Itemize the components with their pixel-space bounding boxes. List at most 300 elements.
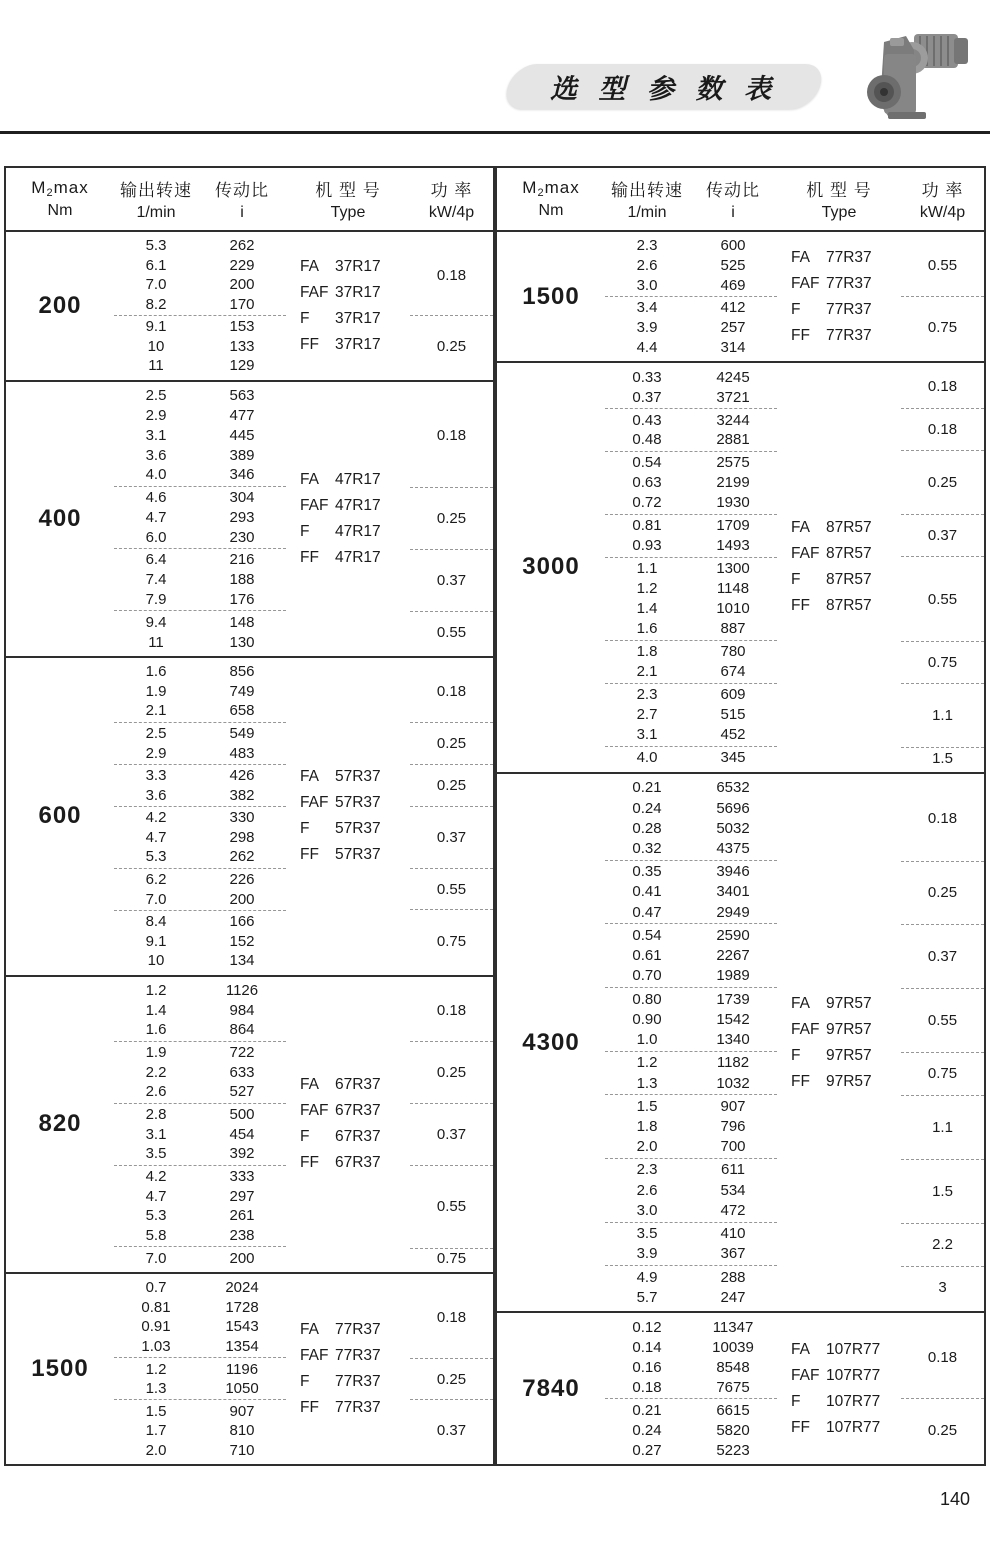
speed-ratio-row xyxy=(114,356,286,376)
type-model: 87R57 xyxy=(826,519,872,537)
ratio-value: 389 xyxy=(229,446,255,464)
ratio-value: 1543 xyxy=(225,1318,259,1336)
ratio-value: 257 xyxy=(720,319,746,337)
header-col3-unit: i xyxy=(240,204,244,221)
header-col3-label: 传动比 xyxy=(215,181,269,200)
speed-ratio-row xyxy=(605,1440,777,1460)
ratio-value: 500 xyxy=(229,1106,255,1123)
speed-ratio-row xyxy=(605,1029,777,1049)
speed-ratio-group xyxy=(605,860,777,924)
m2max-value: 1500 xyxy=(31,1355,89,1383)
speed-ratio-row xyxy=(114,1043,286,1063)
speed-value: 0.61 xyxy=(632,947,662,965)
type-prefix: FAF xyxy=(300,1102,329,1120)
header-col1-unit: Nm xyxy=(538,202,564,219)
header-col4 xyxy=(286,168,410,230)
ratio-value: 176 xyxy=(229,591,255,609)
ratio-value: 609 xyxy=(720,686,746,704)
speed-ratio-row xyxy=(605,1224,777,1244)
speed-ratio-row xyxy=(605,619,777,639)
speed-value: 0.43 xyxy=(632,411,662,429)
speed-value: 2.1 xyxy=(636,663,658,681)
type-cell xyxy=(286,382,410,656)
type-stack xyxy=(791,991,872,1095)
ratio-value: 796 xyxy=(720,1118,746,1135)
ratio-value: 298 xyxy=(229,828,255,846)
ratio-value: 984 xyxy=(229,1001,255,1019)
speed-ratio-row xyxy=(605,536,777,556)
ratio-value: 297 xyxy=(229,1187,255,1205)
speed-value: 7.0 xyxy=(145,890,167,908)
speed-value: 0.14 xyxy=(632,1338,662,1356)
ratio-value: 314 xyxy=(720,338,746,356)
speed-value: 6.2 xyxy=(145,871,167,889)
speed-ratio-row xyxy=(605,902,777,922)
type-model: 37R17 xyxy=(335,257,381,275)
speed-value: 9.1 xyxy=(145,318,167,336)
speed-value: 0.80 xyxy=(632,990,662,1008)
header-col5-label: 功 率 xyxy=(430,181,473,200)
ratio-value: 229 xyxy=(229,256,255,274)
speed-value: 4.7 xyxy=(145,828,167,846)
speed-value: 4.0 xyxy=(636,749,658,767)
ratio-value: 1010 xyxy=(716,600,750,618)
speed-ratio-row xyxy=(605,925,777,945)
speed-ratio-row xyxy=(605,725,777,745)
ratio-value: 346 xyxy=(229,466,255,484)
power-value: 0.75 xyxy=(901,296,984,358)
power-value: 1.5 xyxy=(901,747,984,769)
type-label xyxy=(300,1343,381,1369)
header-col4-unit: Type xyxy=(330,204,366,221)
header-col1-unit: Nm xyxy=(47,202,73,219)
type-label xyxy=(791,1415,880,1441)
speed-value: 0.90 xyxy=(632,1010,662,1028)
type-prefix: FAF xyxy=(791,545,820,563)
speed-ratio-row xyxy=(605,748,777,768)
speed-value: 0.28 xyxy=(632,819,662,837)
speed-ratio-group xyxy=(114,385,286,486)
speed-ratio-group xyxy=(605,1094,777,1158)
ratio-value: 148 xyxy=(229,613,255,631)
header-col1-label xyxy=(31,178,88,199)
title-banner xyxy=(501,64,828,109)
speed-ratio-group xyxy=(114,1165,286,1247)
type-cell xyxy=(777,774,901,1312)
power-value: 0.18 xyxy=(436,1308,467,1326)
speed-value: 3.6 xyxy=(145,446,167,464)
type-label xyxy=(300,1150,381,1176)
speed-ratio-group xyxy=(114,548,286,610)
type-prefix: FF xyxy=(300,335,319,353)
type-label xyxy=(300,280,381,306)
speed-ratio-row xyxy=(605,778,777,798)
speed-ratio-row xyxy=(114,1401,286,1421)
type-prefix: FAF xyxy=(300,496,329,514)
speed-value: 0.24 xyxy=(632,1421,662,1439)
type-model: 47R17 xyxy=(335,522,381,540)
type-label xyxy=(791,323,872,349)
ratio-value: 382 xyxy=(229,786,255,804)
speed-ratio-row xyxy=(114,1000,286,1020)
speed-value: 10 xyxy=(147,952,165,970)
speed-ratio-row xyxy=(114,508,286,528)
ratio-value: 6532 xyxy=(716,779,750,797)
speed-ratio-row xyxy=(114,1359,286,1379)
speed-ratio-group xyxy=(114,1357,286,1399)
ratio-value: 3401 xyxy=(716,883,750,901)
speed-ratio-row xyxy=(114,590,286,610)
ratio-value: 1354 xyxy=(225,1337,259,1355)
speed-ratio-row xyxy=(114,931,286,951)
speed-value: 0.41 xyxy=(632,883,662,901)
ratio-value: 5223 xyxy=(716,1441,750,1459)
speed-value: 2.6 xyxy=(636,257,658,274)
speed-value: 2.6 xyxy=(145,1083,167,1101)
ratio-value: 200 xyxy=(229,276,255,294)
speed-value: 1.2 xyxy=(636,1054,658,1072)
speed-ratio-row xyxy=(605,1267,777,1287)
speed-ratio-row xyxy=(114,1440,286,1460)
speed-ratio-row xyxy=(605,1137,777,1157)
speed-value: 0.24 xyxy=(632,799,662,817)
ratio-value: 483 xyxy=(229,744,255,762)
type-model: 37R17 xyxy=(335,309,381,327)
type-model: 77R37 xyxy=(335,1321,381,1339)
speed-ratio-row xyxy=(114,682,286,702)
speed-value: 0.70 xyxy=(632,967,662,985)
type-label xyxy=(791,1043,872,1069)
power-value: 0.18 xyxy=(436,427,467,445)
speed-ratio-row xyxy=(114,951,286,971)
type-label xyxy=(300,545,381,571)
type-label xyxy=(300,332,381,358)
speed-ratio-row xyxy=(114,701,286,721)
speed-value: 7.4 xyxy=(145,571,167,589)
speed-value: 4.7 xyxy=(145,508,167,526)
speed-ratio-group xyxy=(114,764,286,806)
type-prefix: FF xyxy=(300,1154,319,1172)
speed-ratio-group xyxy=(605,514,777,557)
ratio-value: 525 xyxy=(720,257,746,274)
speed-value: 1.5 xyxy=(636,1097,658,1115)
type-prefix: F xyxy=(300,1373,310,1391)
speed-ratio-row xyxy=(605,838,777,858)
type-label xyxy=(791,1337,880,1363)
ratio-value: 133 xyxy=(229,337,255,355)
speed-value: 11 xyxy=(148,357,164,375)
type-prefix: FA xyxy=(791,1340,810,1358)
type-prefix: FA xyxy=(300,1076,319,1094)
speed-value: 1.3 xyxy=(145,1380,167,1398)
speed-ratio-row xyxy=(605,1357,777,1377)
power-value: 0.75 xyxy=(410,909,493,971)
speed-ratio-group xyxy=(605,987,777,1051)
power-value: 0.18 xyxy=(436,683,467,701)
type-model: 107R77 xyxy=(826,1418,881,1436)
speed-ratio-row xyxy=(605,275,777,295)
ratio-value: 1340 xyxy=(716,1031,750,1049)
speed-value: 2.3 xyxy=(636,237,658,255)
speed-ratio-row xyxy=(605,1420,777,1440)
power-value: 0.18 xyxy=(927,378,958,396)
speed-ratio-row xyxy=(605,1053,777,1073)
power-value: 0.55 xyxy=(901,556,984,640)
type-prefix: FA xyxy=(791,248,810,266)
m2max-value: 4300 xyxy=(522,1028,580,1056)
ratio-value: 534 xyxy=(720,1181,746,1199)
type-prefix: FF xyxy=(791,1418,810,1436)
spec-block-200 xyxy=(6,232,493,380)
ratio-value: 1126 xyxy=(225,981,259,999)
power-value: 0.37 xyxy=(410,1399,493,1461)
type-model: 67R37 xyxy=(335,1076,381,1094)
spec-table-left xyxy=(4,166,495,1466)
speed-ratio-row xyxy=(114,612,286,632)
speed-value: 0.81 xyxy=(141,1298,171,1316)
ratio-value: 469 xyxy=(720,276,746,294)
power-value: 0.37 xyxy=(410,806,493,868)
speed-ratio-group xyxy=(114,1246,286,1269)
ratio-value: 153 xyxy=(229,318,255,336)
type-cell xyxy=(286,232,410,380)
speed-ratio-row xyxy=(114,550,286,570)
power-groups xyxy=(410,382,493,656)
speed-value: 0.21 xyxy=(632,779,662,797)
type-label xyxy=(791,1389,880,1415)
speed-value: 3.6 xyxy=(145,786,167,804)
speed-ratio-groups xyxy=(605,1313,777,1464)
ratio-value: 2024 xyxy=(225,1279,259,1297)
speed-value: 0.33 xyxy=(632,368,662,386)
speed-value: 0.72 xyxy=(632,494,662,512)
speed-value: 3.9 xyxy=(636,319,658,337)
type-model: 57R37 xyxy=(335,846,381,864)
type-stack xyxy=(791,515,872,619)
speed-ratio-row xyxy=(114,275,286,295)
type-model: 37R17 xyxy=(335,335,381,353)
ratio-value: 129 xyxy=(229,357,255,375)
power-value: 0.55 xyxy=(901,988,984,1052)
ratio-value: 722 xyxy=(229,1043,255,1061)
speed-ratio-row xyxy=(605,685,777,705)
speed-ratio-row xyxy=(114,912,286,932)
type-label xyxy=(791,991,872,1017)
spec-block-4300 xyxy=(497,772,984,1312)
ratio-value: 1493 xyxy=(716,537,750,555)
speed-ratio-row xyxy=(114,1278,286,1298)
type-label xyxy=(791,515,872,541)
power-value: 0.25 xyxy=(410,1358,493,1399)
tables-container xyxy=(4,166,986,1466)
type-label xyxy=(300,1124,381,1150)
speed-ratio-group xyxy=(605,777,777,860)
page-number: 140 xyxy=(939,1489,970,1509)
power-value: 0.25 xyxy=(410,722,493,764)
header-post: max xyxy=(544,178,580,197)
ratio-value: 658 xyxy=(229,702,255,720)
speed-ratio-row xyxy=(605,1337,777,1357)
type-prefix: F xyxy=(791,300,801,318)
speed-ratio-row xyxy=(114,1124,286,1144)
speed-ratio-row xyxy=(605,862,777,882)
type-model: 77R37 xyxy=(826,326,872,344)
speed-value: 0.27 xyxy=(632,1441,662,1459)
ratio-value: 288 xyxy=(720,1268,746,1286)
type-prefix: FF xyxy=(300,548,319,566)
type-model: 87R57 xyxy=(826,597,872,615)
ratio-value: 10039 xyxy=(712,1338,754,1356)
type-cell xyxy=(777,363,901,772)
m2max-value: 7840 xyxy=(522,1374,580,1402)
speed-ratio-groups xyxy=(114,232,286,380)
ratio-value: 345 xyxy=(720,749,746,767)
type-prefix: FAF xyxy=(300,794,329,812)
ratio-value: 262 xyxy=(229,237,255,255)
speed-ratio-group xyxy=(114,235,286,315)
type-prefix: FF xyxy=(791,1072,810,1090)
speed-value: 2.3 xyxy=(636,686,658,704)
speed-value: 1.2 xyxy=(636,580,658,598)
speed-value: 4.9 xyxy=(636,1268,658,1286)
type-prefix: FF xyxy=(791,597,810,615)
speed-value: 0.35 xyxy=(632,863,662,881)
speed-ratio-row xyxy=(114,828,286,848)
power-groups xyxy=(901,232,984,361)
power-value: 0.75 xyxy=(410,1248,493,1269)
header-col3 xyxy=(198,168,286,230)
type-label xyxy=(300,764,381,790)
header-col4-unit: Type xyxy=(821,204,857,221)
speed-ratio-row xyxy=(114,1379,286,1399)
speed-ratio-row xyxy=(114,1186,286,1206)
type-prefix: FA xyxy=(791,994,810,1012)
power-value: 0.25 xyxy=(410,315,493,376)
power-value: 1.1 xyxy=(901,1095,984,1159)
ratio-value: 230 xyxy=(229,528,255,546)
speed-ratio-row xyxy=(114,1082,286,1102)
speed-value: 0.32 xyxy=(632,840,662,858)
ratio-value: 907 xyxy=(229,1402,255,1420)
speed-value: 2.5 xyxy=(145,725,167,743)
power-value: 0.75 xyxy=(901,1052,984,1095)
speed-ratio-group xyxy=(114,661,286,722)
ratio-value: 2267 xyxy=(716,947,750,965)
m2max-value: 3000 xyxy=(522,553,580,581)
header-col3-unit: i xyxy=(731,204,735,221)
ratio-value: 856 xyxy=(229,663,255,681)
speed-ratio-row xyxy=(605,1200,777,1220)
speed-value: 2.9 xyxy=(145,406,167,424)
type-prefix: FA xyxy=(791,519,810,537)
page-title: 选 型 参 数 表 xyxy=(549,74,778,104)
speed-ratio-row xyxy=(114,465,286,485)
speed-value: 7.0 xyxy=(145,1249,167,1267)
speed-ratio-row xyxy=(605,946,777,966)
speed-ratio-row xyxy=(605,387,777,407)
speed-value: 1.8 xyxy=(636,643,658,661)
ratio-value: 2881 xyxy=(716,431,750,449)
speed-ratio-group xyxy=(114,610,286,653)
speed-ratio-row xyxy=(114,386,286,406)
header-subscript: 2 xyxy=(46,187,54,199)
ratio-value: 472 xyxy=(720,1201,746,1219)
power-value: 0.18 xyxy=(436,266,467,284)
ratio-value: 600 xyxy=(720,237,746,255)
speed-value: 1.4 xyxy=(636,600,658,618)
speed-ratio-row xyxy=(605,1244,777,1264)
speed-value: 3.0 xyxy=(636,276,658,294)
power-value: 1.5 xyxy=(901,1159,984,1223)
speed-ratio-group xyxy=(605,1398,777,1461)
speed-value: 1.6 xyxy=(145,663,167,681)
ratio-value: 710 xyxy=(229,1441,255,1459)
speed-ratio-row xyxy=(605,318,777,338)
type-prefix: F xyxy=(791,571,801,589)
type-stack xyxy=(791,1337,880,1441)
speed-value: 5.3 xyxy=(145,237,167,255)
speed-ratio-groups xyxy=(605,363,777,772)
speed-ratio-row xyxy=(114,1317,286,1337)
type-cell xyxy=(286,658,410,975)
ratio-value: 611 xyxy=(721,1161,745,1179)
speed-value: 1.2 xyxy=(145,981,167,999)
ratio-value: 410 xyxy=(720,1225,746,1243)
ratio-value: 1739 xyxy=(716,990,750,1008)
ratio-value: 1542 xyxy=(716,1010,750,1028)
speed-ratio-row xyxy=(605,579,777,599)
header-col1 xyxy=(497,168,605,230)
type-label xyxy=(300,816,381,842)
speed-ratio-group xyxy=(114,1103,286,1165)
ratio-value: 200 xyxy=(229,890,255,908)
type-label xyxy=(791,271,872,297)
speed-ratio-row xyxy=(605,1400,777,1420)
power-value: 0.18 xyxy=(927,810,958,828)
spec-block-1500 xyxy=(497,232,984,361)
speed-ratio-row xyxy=(605,1180,777,1200)
type-label xyxy=(791,245,872,271)
ratio-value: 1182 xyxy=(716,1054,750,1072)
speed-value: 0.7 xyxy=(145,1279,167,1297)
type-prefix: F xyxy=(791,1046,801,1064)
type-model: 77R37 xyxy=(826,274,872,292)
speed-ratio-row xyxy=(605,236,777,256)
type-model: 77R37 xyxy=(335,1347,381,1365)
speed-ratio-group xyxy=(605,366,777,408)
speed-value: 8.2 xyxy=(145,295,167,313)
speed-value: 1.1 xyxy=(636,560,658,578)
speed-value: 1.9 xyxy=(145,682,167,700)
speed-value: 1.6 xyxy=(145,1021,167,1039)
header-col5-label: 功 率 xyxy=(921,181,964,200)
speed-value: 0.54 xyxy=(632,926,662,944)
speed-ratio-row xyxy=(114,785,286,805)
speed-ratio-row xyxy=(605,298,777,318)
header-col2-label: 输出转速 xyxy=(611,181,683,200)
power-groups xyxy=(901,774,984,1312)
type-label xyxy=(300,519,381,545)
type-model: 57R37 xyxy=(335,820,381,838)
speed-value: 4.2 xyxy=(145,809,167,827)
ratio-value: 7675 xyxy=(716,1378,750,1396)
speed-ratio-row xyxy=(114,488,286,508)
speed-ratio-groups xyxy=(114,382,286,656)
ratio-value: 304 xyxy=(229,489,255,507)
speed-ratio-row xyxy=(114,337,286,357)
speed-ratio-group xyxy=(114,1399,286,1461)
speed-value: 0.91 xyxy=(141,1318,171,1336)
